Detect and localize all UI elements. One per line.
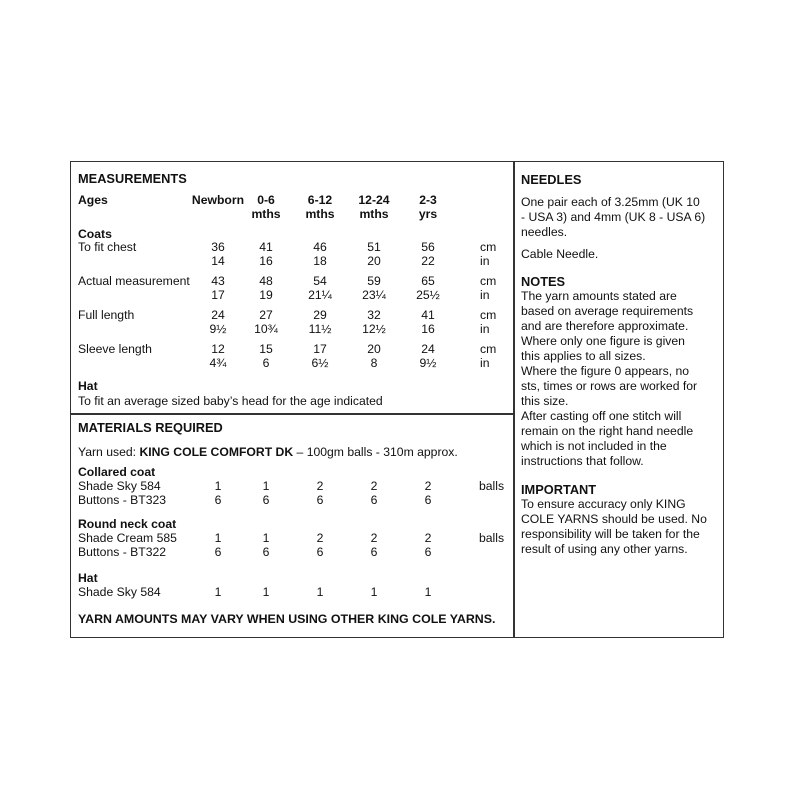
unit-in: in <box>480 288 490 302</box>
materials-footer: YARN AMOUNTS MAY VARY WHEN USING OTHER KING COLE YARNS. <box>78 612 496 626</box>
notes-line: Where only one figure is given <box>521 334 685 348</box>
materials-heading: MATERIALS REQUIRED <box>78 420 223 435</box>
measurement-in-value: 9½ <box>209 322 227 336</box>
measurement-in-value: 8 <box>370 356 378 370</box>
notes-line: After casting off one stitch will <box>521 409 682 423</box>
unit-cm: cm <box>480 308 497 322</box>
notes-line: this applies to all sizes. <box>521 349 646 363</box>
measurement-in-value: 19 <box>259 288 273 302</box>
material-quantity: 6 <box>316 545 324 559</box>
material-group-title: Collared coat <box>78 465 156 479</box>
measurement-in-value: 22 <box>421 254 435 268</box>
measurement-in-value: 4¾ <box>209 356 227 370</box>
measurement-in-value: 11½ <box>308 322 332 336</box>
measurement-cm-value: 48 <box>259 274 273 288</box>
measurement-cm-value: 24 <box>421 342 435 356</box>
unit-in: in <box>480 322 490 336</box>
material-quantity: 1 <box>262 531 270 545</box>
material-quantity: 1 <box>262 479 270 493</box>
age-column-header: Newborn <box>191 193 245 207</box>
material-label: Shade Sky 584 <box>78 585 161 599</box>
cable-needle: Cable Needle. <box>521 247 599 261</box>
measurement-cm-value: 15 <box>259 342 273 356</box>
material-quantity: 2 <box>316 531 324 545</box>
age-column-header: 2-3 <box>419 193 437 207</box>
material-quantity: 6 <box>214 493 222 507</box>
measurement-label: Sleeve length <box>78 342 152 356</box>
measurement-cm-value: 43 <box>211 274 225 288</box>
measurements-heading: MEASUREMENTS <box>78 171 187 186</box>
measurement-in-value: 20 <box>367 254 381 268</box>
measurement-cm-value: 59 <box>367 274 381 288</box>
measurement-in-value: 16 <box>259 254 273 268</box>
measurement-cm-value: 12 <box>211 342 225 356</box>
measurement-in-value: 18 <box>313 254 327 268</box>
measurement-label: To fit chest <box>78 240 137 254</box>
important-line: responsibility will be taken for the <box>521 527 700 541</box>
notes-heading: NOTES <box>521 274 566 289</box>
measurement-in-value: 16 <box>421 322 435 336</box>
measurement-cm-value: 54 <box>313 274 327 288</box>
measurement-cm-value: 51 <box>367 240 381 254</box>
unit-in: in <box>480 356 490 370</box>
needles-section <box>521 172 721 262</box>
notes-line: this size. <box>521 394 569 408</box>
material-unit: balls <box>479 531 505 545</box>
notes-line: remain on the right hand needle <box>521 424 694 438</box>
hat-label: Hat <box>78 379 98 393</box>
measurement-in-value: 25½ <box>416 288 440 302</box>
material-quantity: 1 <box>214 479 222 493</box>
material-quantity: 2 <box>370 479 378 493</box>
material-quantity: 6 <box>262 493 270 507</box>
measurement-in-value: 9½ <box>419 356 437 370</box>
material-label: Shade Sky 584 <box>78 479 161 493</box>
coats-label: Coats <box>78 227 112 241</box>
notes-line: The yarn amounts stated are <box>521 289 677 303</box>
material-quantity: 6 <box>262 545 270 559</box>
notes-line: sts, times or rows are worked for <box>521 379 698 393</box>
material-unit: balls <box>479 479 505 493</box>
notes-line: based on average requirements <box>521 304 694 318</box>
yarn-name: KING COLE COMFORT DK <box>139 445 294 459</box>
column-divider <box>513 161 515 638</box>
hat-text: To fit an average sized baby’s head for the age indicated <box>78 394 383 408</box>
age-column-header: 12-24 <box>358 193 390 207</box>
material-quantity: 2 <box>370 531 378 545</box>
measurement-cm-value: 17 <box>313 342 327 356</box>
ages-label: Ages <box>78 193 108 207</box>
material-quantity: 6 <box>424 545 432 559</box>
material-quantity: 2 <box>316 479 324 493</box>
yarn-suffix: – 100gm balls - 310m approx. <box>293 445 458 459</box>
age-column-subheader: mths <box>305 207 335 221</box>
unit-in: in <box>480 254 490 268</box>
measurement-in-value: 10¾ <box>254 322 278 336</box>
measurement-cm-value: 29 <box>313 308 327 322</box>
measurement-cm-value: 56 <box>421 240 435 254</box>
measurement-in-value: 23¼ <box>362 288 386 302</box>
measurement-in-value: 17 <box>211 288 225 302</box>
measurement-in-value: 14 <box>211 254 225 268</box>
measurement-cm-value: 41 <box>259 240 273 254</box>
material-quantity: 1 <box>370 585 378 599</box>
material-quantity: 1 <box>214 531 222 545</box>
needles-line-1: - USA 3) and 4mm (UK 8 - USA 6) <box>521 210 706 224</box>
measurement-in-value: 6 <box>262 356 270 370</box>
important-section <box>521 482 721 557</box>
notes-line: and are therefore approximate. <box>521 319 689 333</box>
material-quantity: 2 <box>424 479 432 493</box>
material-quantity: 1 <box>214 585 222 599</box>
measurement-cm-value: 32 <box>367 308 381 322</box>
material-quantity: 6 <box>424 493 432 507</box>
material-quantity: 6 <box>370 545 378 559</box>
material-quantity: 6 <box>214 545 222 559</box>
material-label: Shade Cream 585 <box>78 531 177 545</box>
measurement-cm-value: 41 <box>421 308 435 322</box>
material-quantity: 1 <box>262 585 270 599</box>
age-column-subheader: mths <box>359 207 389 221</box>
material-label: Buttons - BT323 <box>78 493 167 507</box>
measurement-cm-value: 65 <box>421 274 435 288</box>
yarn-used <box>78 445 458 459</box>
measurement-in-value: 21¼ <box>308 288 332 302</box>
measurement-label: Full length <box>78 308 135 322</box>
notes-line: instructions that follow. <box>521 454 644 468</box>
material-quantity: 6 <box>316 493 324 507</box>
yarn-prefix: Yarn used: <box>78 445 140 459</box>
age-column-header: 6-12 <box>307 193 333 207</box>
important-line: COLE YARNS should be used. No <box>521 512 707 526</box>
material-label: Buttons - BT322 <box>78 545 167 559</box>
important-line: To ensure accuracy only KING <box>521 497 686 511</box>
measurement-cm-value: 20 <box>367 342 381 356</box>
notes-line: which is not included in the <box>521 439 667 453</box>
measurement-in-value: 12½ <box>362 322 386 336</box>
material-quantity: 6 <box>370 493 378 507</box>
needles-line-0: One pair each of 3.25mm (UK 10 <box>521 195 700 209</box>
needles-line-2: needles. <box>521 225 568 239</box>
needles-heading: NEEDLES <box>521 172 582 187</box>
measurement-in-value: 6½ <box>311 356 329 370</box>
section-divider <box>70 413 514 415</box>
material-quantity: 2 <box>424 531 432 545</box>
material-group-title: Round neck coat <box>78 517 177 531</box>
notes-section <box>521 274 721 469</box>
important-heading: IMPORTANT <box>521 482 597 497</box>
unit-cm: cm <box>480 274 497 288</box>
measurement-label: Actual measurement <box>78 274 190 288</box>
age-column-subheader: yrs <box>418 207 438 221</box>
material-group-title: Hat <box>78 571 98 585</box>
material-quantity: 1 <box>424 585 432 599</box>
unit-cm: cm <box>480 342 497 356</box>
notes-line: Where the figure 0 appears, no <box>521 364 690 378</box>
measurement-cm-value: 24 <box>211 308 225 322</box>
age-column-subheader: mths <box>251 207 281 221</box>
measurement-cm-value: 46 <box>313 240 327 254</box>
unit-cm: cm <box>480 240 497 254</box>
age-column-header: 0-6 <box>257 193 275 207</box>
measurement-cm-value: 27 <box>259 308 273 322</box>
material-quantity: 1 <box>316 585 324 599</box>
important-line: result of using any other yarns. <box>521 542 688 556</box>
measurement-cm-value: 36 <box>211 240 225 254</box>
